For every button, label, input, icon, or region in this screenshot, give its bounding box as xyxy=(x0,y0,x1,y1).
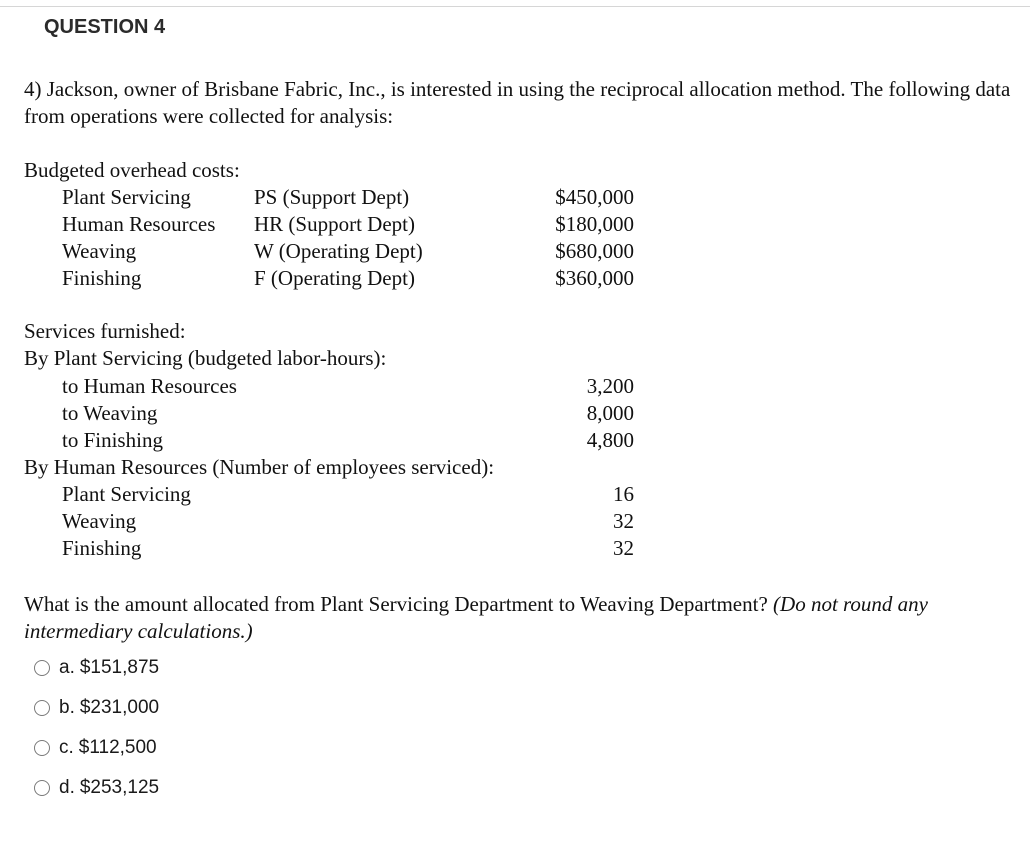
hr-service-label: Plant Servicing xyxy=(62,482,191,506)
dept-name: Plant Servicing xyxy=(62,185,191,209)
budgeted-heading: Budgeted overhead costs: xyxy=(24,158,240,182)
hr-service-value: 16 xyxy=(613,482,634,506)
ps-service-value: 4,800 xyxy=(586,428,634,452)
question-note: (Do not round any intermediary calculations.) xyxy=(24,592,928,643)
option-letter: b. xyxy=(59,697,75,718)
dept-code: F (Operating Dept) xyxy=(254,266,415,290)
ps-service-label: to Finishing xyxy=(62,428,163,452)
dept-amount: $360,000 xyxy=(555,266,634,290)
dept-code: HR (Support Dept) xyxy=(254,212,415,236)
option-letter: d. xyxy=(59,777,75,798)
question-header: QUESTION 4 xyxy=(44,16,166,38)
option-a[interactable] xyxy=(34,655,159,681)
option-c[interactable] xyxy=(34,735,157,761)
option-value: $112,500 xyxy=(78,737,157,758)
hr-service-value: 32 xyxy=(613,536,634,560)
dept-amount: $450,000 xyxy=(555,185,634,209)
question-prompt xyxy=(24,591,1014,645)
ps-service-value: 8,000 xyxy=(586,401,634,425)
ps-service-value: 3,200 xyxy=(586,374,634,398)
option-value: $253,125 xyxy=(79,777,160,798)
dept-amount: $680,000 xyxy=(555,239,634,263)
option-value: $151,875 xyxy=(79,657,160,678)
option-letter: a. xyxy=(59,657,75,678)
radio-button[interactable] xyxy=(34,660,50,676)
dept-name: Human Resources xyxy=(62,212,216,236)
dept-amount: $180,000 xyxy=(555,212,634,236)
option-b[interactable] xyxy=(34,695,159,721)
ps-service-label: to Weaving xyxy=(62,401,158,425)
dept-code: W (Operating Dept) xyxy=(254,239,423,263)
radio-button[interactable] xyxy=(34,740,50,756)
dept-name: Finishing xyxy=(62,266,142,290)
radio-button[interactable] xyxy=(34,700,50,716)
services-heading: Services furnished: xyxy=(24,319,186,343)
top-divider xyxy=(0,6,1030,7)
option-letter: c. xyxy=(59,737,74,758)
hr-heading: By Human Resources (Number of employees serviced): xyxy=(24,455,495,479)
hr-service-label: Weaving xyxy=(62,509,137,533)
dept-name: Weaving xyxy=(62,239,137,263)
hr-service-value: 32 xyxy=(613,509,634,533)
option-d[interactable] xyxy=(34,775,159,801)
question-text: What is the amount allocated from Plant Servicing Department to Weaving Department? xyxy=(24,592,768,616)
hr-service-label: Finishing xyxy=(62,536,142,560)
ps-heading: By Plant Servicing (budgeted labor-hours): xyxy=(24,346,387,370)
dept-code: PS (Support Dept) xyxy=(254,185,410,209)
radio-button[interactable] xyxy=(34,780,50,796)
question-intro: 4) Jackson, owner of Brisbane Fabric, Inc., is interested in using the reciprocal allocation method. The following data from operations were collected for analysis: xyxy=(24,77,1011,128)
option-value: $231,000 xyxy=(79,697,160,718)
ps-service-label: to Human Resources xyxy=(62,374,237,398)
